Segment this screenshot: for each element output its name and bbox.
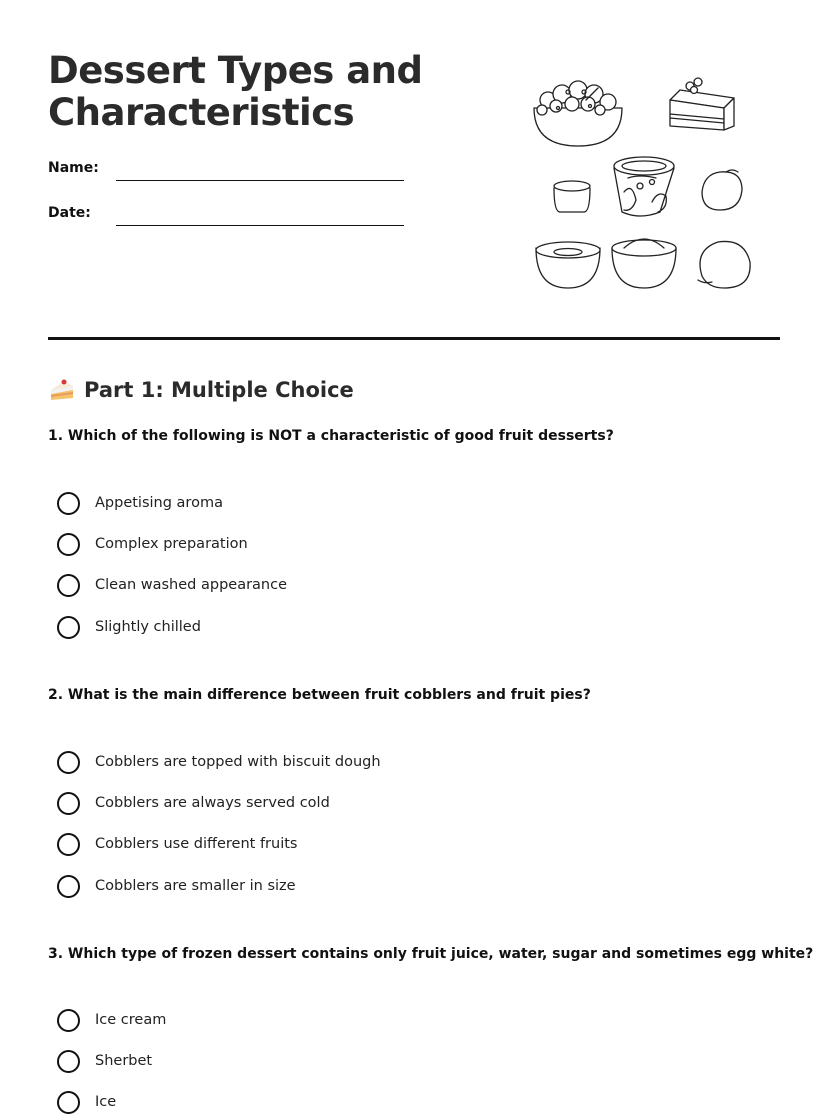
page-title — [48, 50, 428, 134]
option-label: Clean washed appearance — [95, 577, 288, 593]
fruit-icon — [702, 170, 742, 210]
question-2: 2. What is the main difference between fruit cobblers and fruit pies? — [48, 687, 591, 703]
fruit-bowl-icon — [534, 81, 622, 146]
radio-circle[interactable] — [57, 875, 80, 898]
dessert-illustration — [528, 70, 758, 300]
section-divider — [48, 337, 780, 340]
cake-icon — [48, 376, 76, 404]
q1-option-1[interactable] — [57, 491, 223, 515]
name-line[interactable] — [116, 180, 404, 181]
q2-option-2[interactable] — [57, 791, 330, 815]
cake-slice-icon — [670, 78, 734, 130]
date-field-row — [48, 205, 408, 235]
q3-option-1[interactable] — [57, 1008, 166, 1032]
parfait-icon — [614, 157, 674, 216]
name-label: Name: — [48, 160, 99, 176]
round-dessert-icon — [698, 241, 750, 288]
radio-circle[interactable] — [57, 1091, 80, 1114]
worksheet-header — [48, 50, 428, 134]
option-label: Cobblers are always served cold — [95, 795, 330, 811]
question-3: 3. Which type of frozen dessert contains only fruit juice, water, sugar and sometimes egg white? — [48, 946, 814, 962]
date-line[interactable] — [116, 225, 404, 226]
radio-circle[interactable] — [57, 574, 80, 597]
radio-circle[interactable] — [57, 751, 80, 774]
option-label: Sherbet — [95, 1053, 153, 1069]
q3-option-3[interactable] — [57, 1090, 116, 1114]
option-label: Complex preparation — [95, 536, 248, 552]
q2-option-3[interactable] — [57, 832, 297, 856]
q2-option-4[interactable] — [57, 874, 296, 898]
radio-circle[interactable] — [57, 1009, 80, 1032]
part1-heading — [48, 375, 354, 405]
option-label: Ice cream — [95, 1012, 167, 1028]
radio-circle[interactable] — [57, 1050, 80, 1073]
pudding-icon — [612, 239, 676, 288]
radio-circle[interactable] — [57, 792, 80, 815]
cup-icon — [554, 181, 590, 212]
radio-circle[interactable] — [57, 616, 80, 639]
q2-option-1[interactable] — [57, 750, 381, 774]
option-label: Slightly chilled — [95, 619, 201, 635]
radio-circle[interactable] — [57, 533, 80, 556]
title-line-2: Characteristics — [48, 91, 355, 134]
option-label: Cobblers use different fruits — [95, 836, 298, 852]
q3-option-2[interactable] — [57, 1049, 152, 1073]
radio-circle[interactable] — [57, 492, 80, 515]
option-label: Cobblers are topped with biscuit dough — [95, 754, 381, 770]
name-field-row — [48, 160, 408, 190]
option-label: Appetising aroma — [95, 495, 223, 511]
radio-circle[interactable] — [57, 833, 80, 856]
q1-option-2[interactable] — [57, 532, 248, 556]
date-label: Date: — [48, 205, 91, 221]
question-1: 1. Which of the following is NOT a characteristic of good fruit desserts? — [48, 428, 614, 444]
part1-title: Part 1: Multiple Choice — [84, 378, 354, 402]
option-label: Ice — [95, 1094, 117, 1110]
option-label: Cobblers are smaller in size — [95, 878, 296, 894]
bowl-icon — [536, 242, 600, 288]
title-line-1: Dessert Types and — [48, 49, 423, 92]
q1-option-4[interactable] — [57, 615, 201, 639]
q1-option-3[interactable] — [57, 573, 287, 597]
